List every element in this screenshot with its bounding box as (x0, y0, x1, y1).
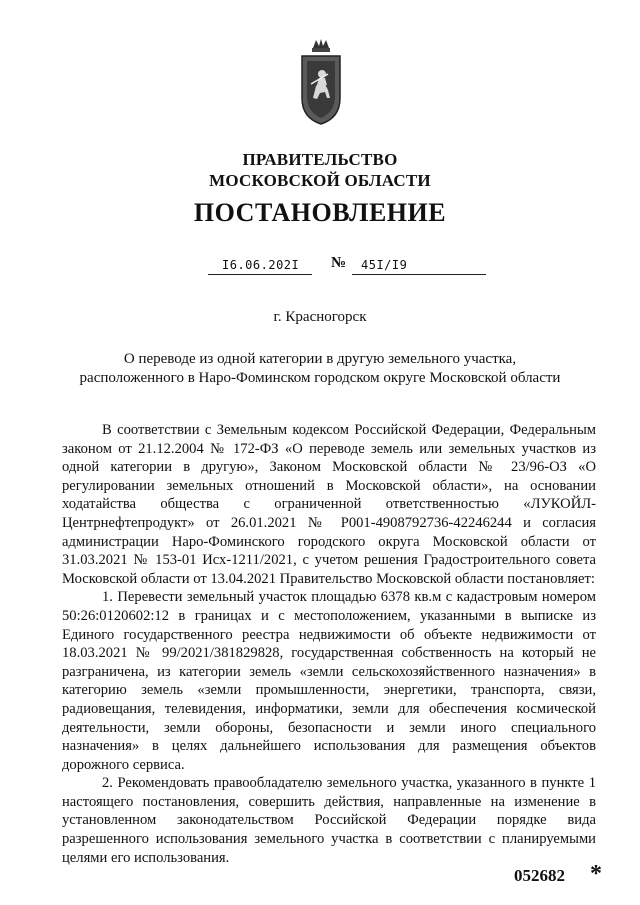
asterisk-mark: * (590, 861, 602, 887)
document-date: I6.06.202I (222, 258, 300, 272)
preamble-paragraph: В соответствии с Земельным кодексом Российской Федерации, Федеральным законом от 21.12.2004 № 172-ФЗ «О переводе земель или земельных участков из одной категории в другую», Законом Московской области № 23/96-ОЗ «О регулировании земельных отношений в Московской области», на основании ходатайства общества с ограниченной ответственностью «ЛУКОЙЛ-Центрнефтепродукт» от 26.01.2021 № Р001-4908792736-42246244 и согласия администрации Наро-Фоминского городского округа Московской области от 31.03.2021 № 153-01 Исх-1211/2021, с учетом решения Градостроительного совета Московской области от 13.04.2021 Правительство Московской области постановляет: (62, 422, 596, 587)
document-type-title: ПОСТАНОВЛЕНИЕ (193, 198, 447, 227)
moscow-oblast-coat-of-arms-icon (298, 38, 344, 126)
item-2-paragraph: 2. Рекомендовать правообладателю земельного участка, указанного в пункте 1 настоящего постановления, совершить действия, направленные на изменение в установленном законодательством Российской Федерации порядке вида разрешенного использования земельного участка в соответствии с планируемыми целями его использования. (62, 775, 596, 866)
issuer-line-2: МОСКОВСКОЙ ОБЛАСТИ (209, 171, 431, 190)
number-underline (352, 274, 486, 275)
document-body (62, 421, 596, 867)
subject-line-1: О переводе из одной категории в другую земельного участка, (123, 351, 517, 367)
form-serial-number: 052682 (514, 866, 565, 885)
city: г. Красногорск (273, 309, 367, 325)
item-1-paragraph: 1. Перевести земельный участок площадью 6378 кв.м с кадастровым номером 50:26:0120602:12 в границах и с местоположением, указанными в выписке из Единого государственного реестра недвижимости об объекте недвижимости от 18.03.2021 № 99/2021/381829828, государственная собственность на который не разграничена, из категории земель «земли сельскохозяйственного назначения» в категорию земель «земли промышленности, энергетики, транспорта, связи, радиовещания, телевидения, информатики, земли для обеспечения космической деятельности, земли обороны, безопасности и земли иного специального назначения» в целях дальнейшего использования для размещения объектов дорожного сервиса. (62, 589, 596, 773)
document-number: 45I/I9 (361, 258, 408, 272)
number-sign: № (331, 255, 347, 271)
issuer-line-1: ПРАВИТЕЛЬСТВО (242, 150, 398, 169)
date-underline (208, 274, 312, 275)
subject-line-2: расположенного в Наро-Фоминском городском округе Московской области (79, 370, 561, 386)
